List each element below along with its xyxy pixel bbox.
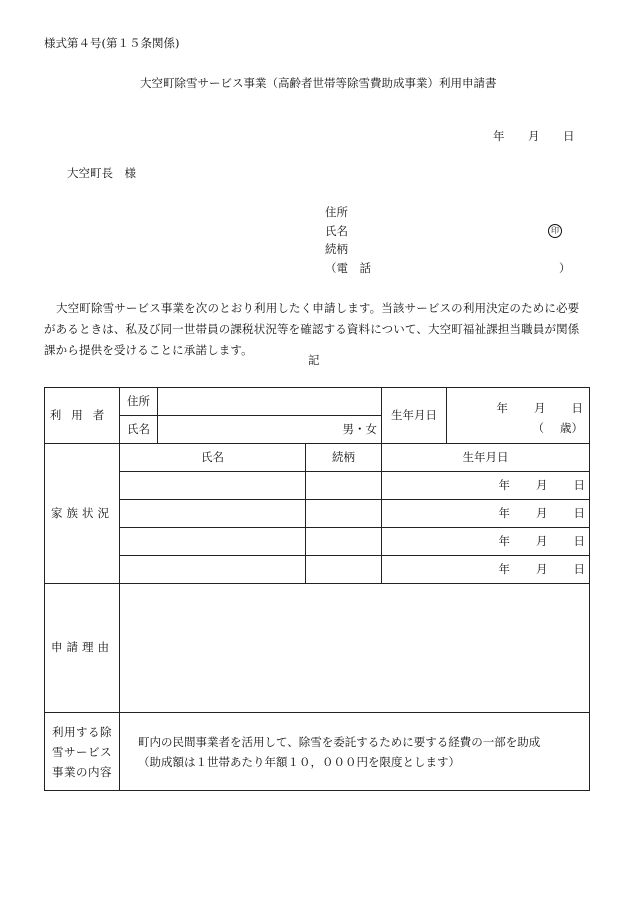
applicant-name-label: 氏名	[325, 224, 348, 238]
family-name-field[interactable]	[120, 500, 306, 528]
family-birth-year: 年	[498, 505, 510, 520]
family-name-field[interactable]	[120, 528, 306, 556]
applicant-phone-close: ）	[559, 261, 571, 275]
seal-mark: 印	[548, 224, 562, 238]
family-birth-day: 日	[573, 561, 585, 576]
family-row	[45, 472, 590, 500]
user-birthdate-label: 生年月日	[382, 388, 447, 444]
family-birth-day: 日	[573, 533, 585, 548]
user-row-address	[45, 388, 590, 416]
date-year-label: 年	[493, 129, 505, 143]
service-label-line-1: 利用する除	[52, 724, 112, 739]
family-row	[45, 556, 590, 584]
family-header-row	[45, 444, 590, 472]
family-relation-field[interactable]	[306, 556, 382, 584]
family-birth-month: 月	[536, 533, 548, 548]
family-header-relation: 続柄	[306, 444, 382, 472]
applicant-relation-label: 続柄	[325, 242, 348, 256]
family-row	[45, 500, 590, 528]
reason-field[interactable]	[120, 584, 590, 713]
family-birth-month: 月	[536, 477, 548, 492]
consent-paragraph: 大空町除雪サービス事業を次のとおり利用したく申請します。当該サービスの利用決定のために必要があるときは、私及び同一世帯員の課税状況等を確認する資料について、大空町福祉課担当職員が関係課から提供を受けることに承諾します。	[44, 301, 580, 357]
family-row	[45, 528, 590, 556]
user-age-unit: 歳）	[560, 420, 583, 435]
user-birth-year: 年	[496, 400, 508, 415]
family-header-birthdate: 生年月日	[382, 444, 590, 472]
family-relation-field[interactable]	[306, 500, 382, 528]
addressee: 大空町長 様	[67, 166, 136, 180]
user-birthdate-field[interactable]	[447, 388, 590, 444]
applicant-address-label: 住所	[325, 205, 348, 219]
service-label-line-2: 雪サービス	[52, 744, 112, 759]
document-title: 大空町除雪サービス事業（高齢者世帯等除雪費助成事業）利用申請書	[140, 76, 497, 90]
family-relation-field[interactable]	[306, 472, 382, 500]
service-description: 町内の民間事業者を活用して、除雪を委託するために要する経費の一部を助成	[138, 734, 541, 749]
family-birth-day: 日	[573, 477, 585, 492]
reason-row	[45, 584, 590, 713]
user-birth-day: 日	[571, 400, 583, 415]
family-birthdate-field[interactable]	[382, 472, 590, 500]
applicant-phone-label: （電 話	[325, 261, 371, 275]
service-label-line-3: 事業の内容	[52, 764, 112, 779]
family-birth-month: 月	[536, 561, 548, 576]
service-row	[45, 713, 590, 791]
user-address-field[interactable]	[158, 388, 382, 416]
family-birth-year: 年	[498, 561, 510, 576]
form-number: 様式第４号(第１５条関係)	[44, 36, 180, 50]
family-birth-year: 年	[498, 477, 510, 492]
user-address-label: 住所	[120, 388, 158, 416]
user-age-open: （	[532, 420, 544, 435]
family-name-field[interactable]	[120, 472, 306, 500]
date-month-label: 月	[528, 129, 540, 143]
family-birth-day: 日	[573, 505, 585, 520]
application-table	[44, 387, 590, 791]
family-birthdate-field[interactable]	[382, 556, 590, 584]
reason-label: 申請理由	[45, 584, 120, 713]
service-content	[120, 713, 590, 791]
service-subsidy-note: （助成額は１世帯あたり年額１０，０００円を限度とします）	[138, 754, 460, 769]
family-relation-field[interactable]	[306, 528, 382, 556]
gender-select[interactable]: 男・女	[342, 421, 377, 436]
family-birth-month: 月	[536, 505, 548, 520]
family-birth-year: 年	[498, 533, 510, 548]
ki-mark: 記	[308, 353, 320, 367]
user-name-field[interactable]	[158, 416, 382, 444]
service-label	[45, 713, 120, 791]
seal-icon	[548, 224, 562, 238]
family-birthdate-field[interactable]	[382, 500, 590, 528]
family-header-name: 氏名	[120, 444, 306, 472]
user-name-label: 氏名	[120, 416, 158, 444]
user-birth-month: 月	[534, 400, 546, 415]
family-name-field[interactable]	[120, 556, 306, 584]
user-section-label: 利用者	[45, 388, 120, 444]
family-birthdate-field[interactable]	[382, 528, 590, 556]
date-day-label: 日	[563, 129, 575, 143]
family-section-label: 家族状況	[45, 444, 120, 584]
